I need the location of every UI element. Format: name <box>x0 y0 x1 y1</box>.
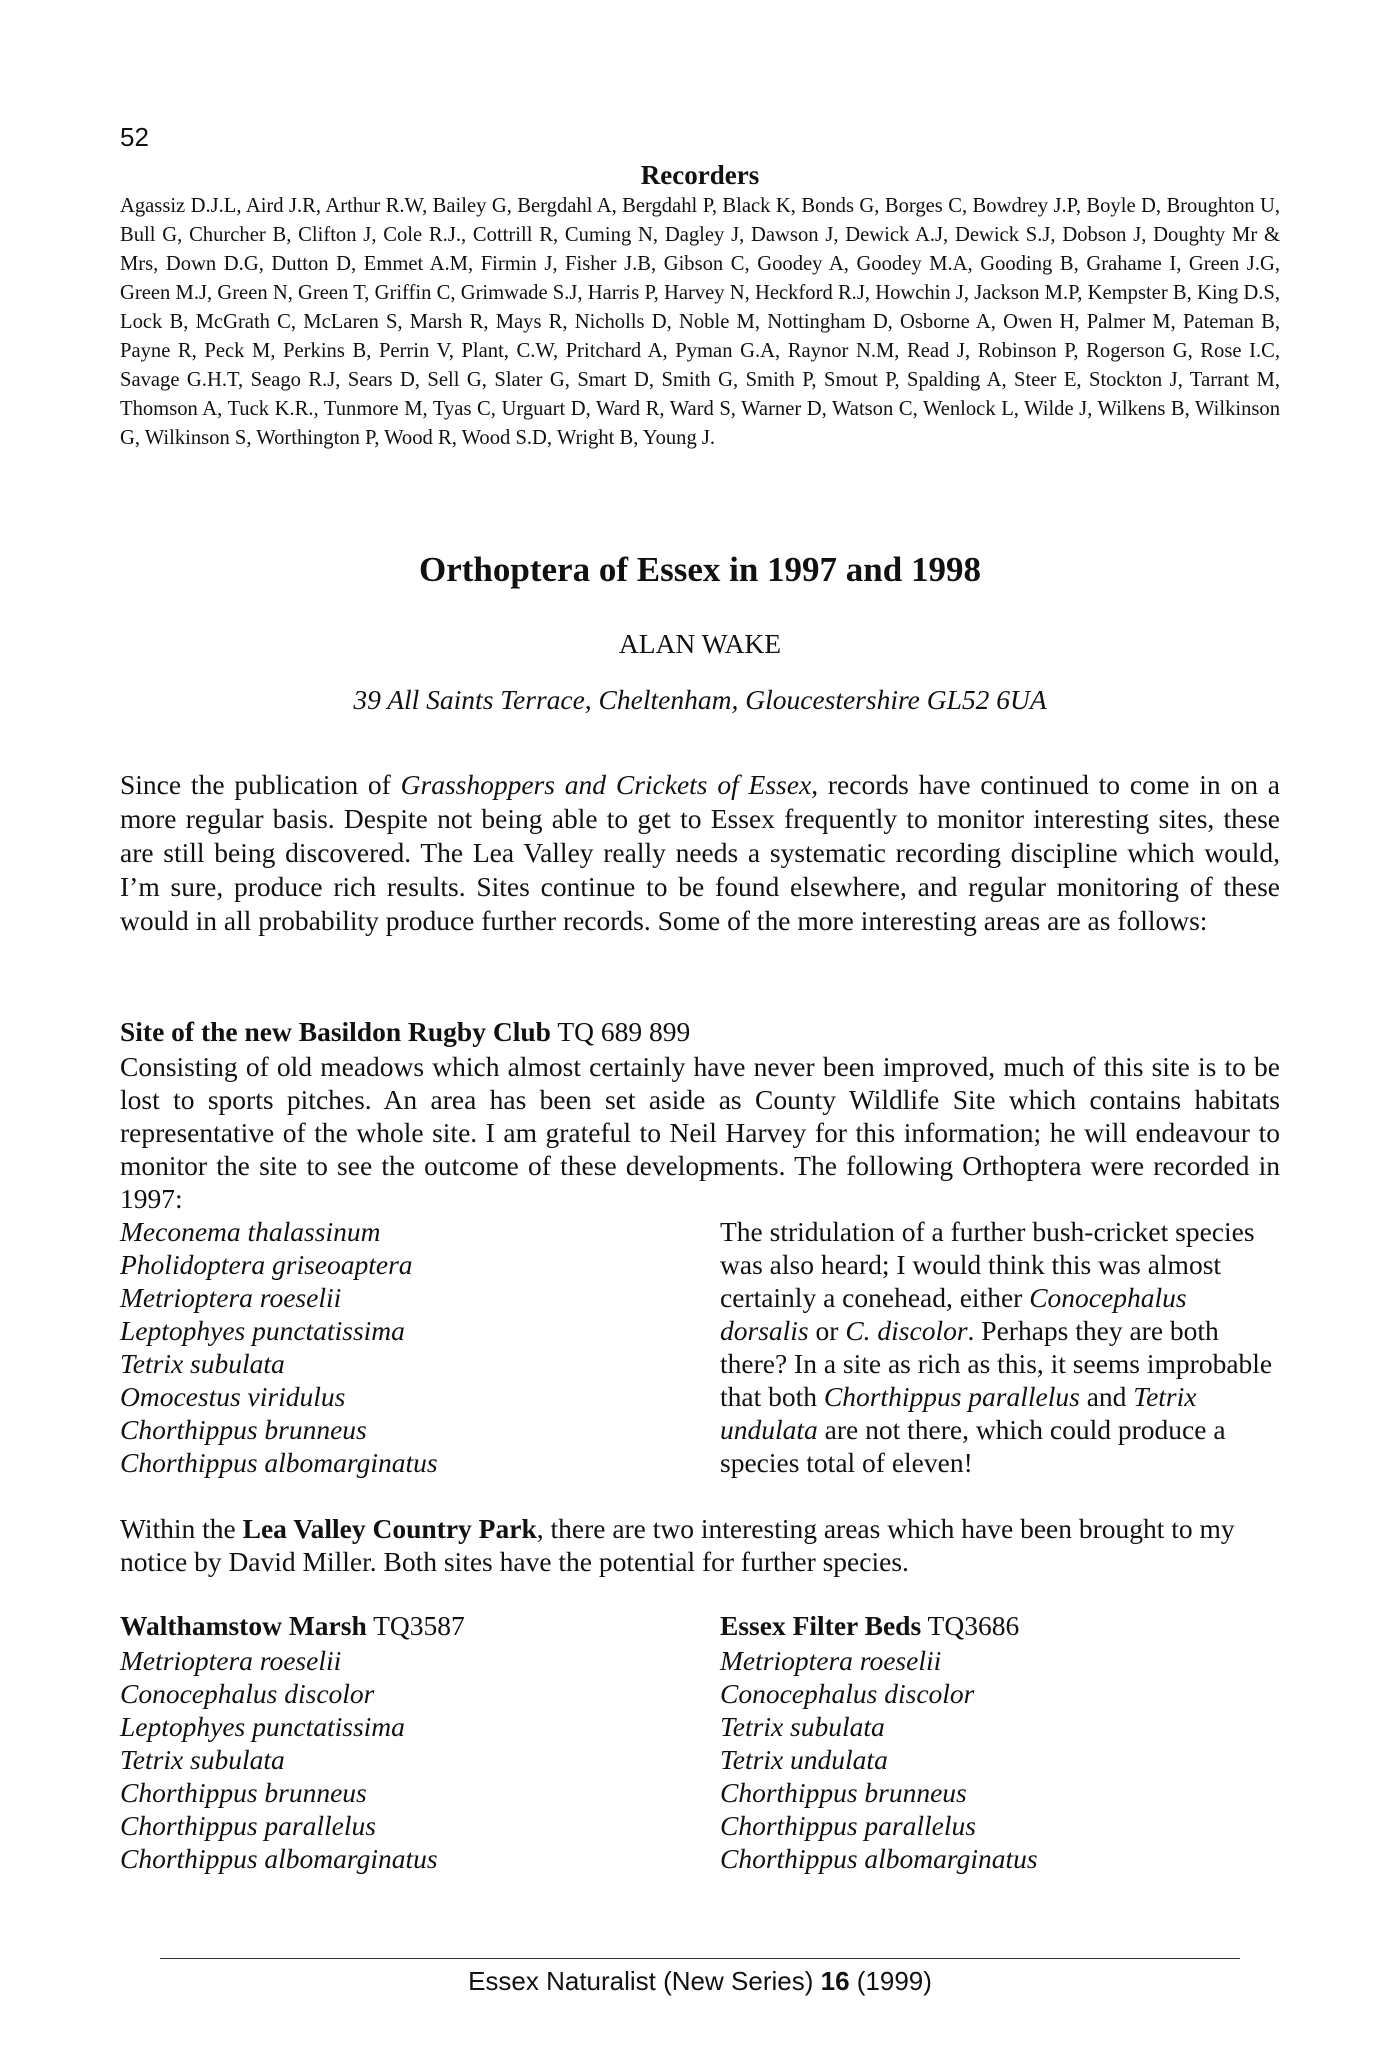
species-item: Metrioptera roeselii <box>120 1282 342 1313</box>
species-item: Tetrix subulata <box>120 1744 285 1775</box>
species-item: Chorthippus albomarginatus <box>120 1843 438 1874</box>
note-species: Conocephalus dorsalis <box>720 1282 1187 1346</box>
article-title: Orthoptera of Essex in 1997 and 1998 <box>419 550 981 589</box>
note-text: and <box>1079 1381 1134 1412</box>
note-species: C. discolor <box>845 1315 968 1346</box>
note-text: are not there, which could produce a species total of eleven! <box>720 1414 1226 1478</box>
filter-beds-name: Essex Filter Beds <box>720 1610 922 1641</box>
species-item: Pholidoptera griseoaptera <box>120 1249 413 1280</box>
species-item: Tetrix undulata <box>720 1744 888 1775</box>
species-item: Conocephalus discolor <box>720 1678 975 1709</box>
species-item: Metrioptera roeselii <box>120 1645 342 1676</box>
species-item: Tetrix subulata <box>720 1711 885 1742</box>
footer-year: (1999) <box>849 1966 932 1996</box>
species-item: Chorthippus parallelus <box>120 1810 376 1841</box>
site-basildon-heading <box>120 1016 1280 1048</box>
filter-beds-grid-ref: TQ3686 <box>921 1610 1020 1641</box>
filter-beds-heading <box>720 1610 1019 1642</box>
lea-valley-text-after: , there are two interesting areas which have been brought to my notice by David Miller. Both sites have the potential for further species. <box>120 1513 1235 1577</box>
site-basildon-species-list <box>120 1215 680 1479</box>
species-item: Chorthippus brunneus <box>120 1414 367 1445</box>
filter-beds-species-list <box>720 1644 1280 1875</box>
lea-valley-text-before: Within the <box>120 1513 243 1544</box>
footer-journal: Essex Naturalist (New Series) <box>468 1966 821 1996</box>
note-text: or <box>808 1315 846 1346</box>
species-item: Conocephalus discolor <box>120 1678 375 1709</box>
species-item: Meconema thalassinum <box>120 1216 381 1247</box>
note-text: The stridulation of a further bush-cricket species was also heard; I would think this was almost certainly a conehead, either <box>720 1216 1255 1313</box>
note-text: . Perhaps they are both there? In a site as rich as this, it seems improbable that both <box>720 1315 1273 1412</box>
species-item: Metrioptera roeselii <box>720 1645 942 1676</box>
walthamstow-heading <box>120 1610 465 1642</box>
species-item: Chorthippus albomarginatus <box>120 1447 438 1478</box>
species-item: Omocestus viridulus <box>120 1381 346 1412</box>
species-item: Chorthippus albomarginatus <box>720 1843 1038 1874</box>
note-species: Chorthippus parallelus <box>823 1381 1080 1412</box>
species-item: Chorthippus brunneus <box>120 1777 367 1808</box>
author-address: 39 All Saints Terrace, Cheltenham, Gloucestershire GL52 6UA <box>353 684 1047 715</box>
site-basildon-name: Site of the new Basildon Rugby Club <box>120 1016 551 1047</box>
species-item: Chorthippus parallelus <box>720 1810 976 1841</box>
walthamstow-name: Walthamstow Marsh <box>120 1610 367 1641</box>
species-item: Chorthippus brunneus <box>720 1777 967 1808</box>
species-item: Leptophyes punctatissima <box>120 1315 405 1346</box>
site-basildon-description: Consisting of old meadows which almost certainly have never been improved, much of this site is to be lost to sports pitches. An area has been set aside as County Wildlife Site which contains habitats representative of the whole site. I am grateful to Neil Harvey for this information; he will endeavour to monitor the site to see the outcome of these developments. The following Orthoptera were recorded in 1997: <box>120 1051 1280 1214</box>
walthamstow-species-list <box>120 1644 680 1875</box>
footer-volume: 16 <box>820 1966 850 1996</box>
intro-paragraph <box>120 768 1280 938</box>
page-number: 52 <box>120 122 149 152</box>
intro-text-before: Since the publication of <box>120 769 401 800</box>
footer-divider <box>160 1958 1240 1959</box>
walthamstow-grid-ref: TQ3587 <box>366 1610 465 1641</box>
note-species: Tetrix undulata <box>720 1381 1197 1445</box>
lea-valley-paragraph <box>120 1512 1280 1578</box>
site-basildon-note <box>720 1215 1280 1479</box>
intro-text-after: , records have continued to come in on a more regular basis. Despite not being able to get to Essex frequently to monitor interesting sites, these are still being discovered. The Lea Valley really needs a systematic recording discipline which would, I’m sure, produce rich results. Sites continue to be found elsewhere, and regular monitoring of these would in all probability produce further records. Some of the more interesting areas are as follows: <box>120 769 1281 936</box>
lea-valley-name: Lea Valley Country Park <box>242 1513 537 1544</box>
author-name: ALAN WAKE <box>618 628 782 659</box>
book-title: Grasshoppers and Crickets of Essex <box>400 769 812 800</box>
recorders-heading: Recorders <box>640 160 760 190</box>
species-item: Leptophyes punctatissima <box>120 1711 405 1742</box>
footer-citation <box>120 1966 1280 1997</box>
site-basildon-grid-ref: TQ 689 899 <box>550 1016 691 1047</box>
species-item: Tetrix subulata <box>120 1348 285 1379</box>
recorders-list: Agassiz D.J.L, Aird J.R, Arthur R.W, Bailey G, Bergdahl A, Bergdahl P, Black K, Bonds G, Borges C, Bowdrey J.P, Boyle D, Broughton U, Bull G, Churcher B, Clifton J, Cole R.J., Cottrill R, Cuming N, Dagley J, Dawson J, Dewick A.J, Dewick S.J, Dobson J, Doughty Mr & Mrs, Down D.G, Dutton D, Emmet A.M, Firmin J, Fisher J.B, Gibson C, Goodey A, Goodey M.A, Gooding B, Grahame I, Green J.G, Green M.J, Green N, Green T, Griffin C, Grimwade S.J, Harris P, Harvey N, Heckford R.J, Howchin J, Jackson M.P, Kempster B, King D.S, Lock B, McGrath C, McLaren S, Marsh R, Mays R, Nicholls D, Noble M, Nottingham D, Osborne A, Owen H, Palmer M, Pateman B, Payne R, Peck M, Perkins B, Perrin V, Plant, C.W, Pritchard A, Pyman G.A, Raynor N.M, Read J, Robinson P, Rogerson G, Rose I.C, Savage G.H.T, Seago R.J, Sears D, Sell G, Slater G, Smart D, Smith G, Smith P, Smout P, Spalding A, Steer E, Stockton J, Tarrant M, Thomson A, Tuck K.R., Tunmore M, Tyas C, Urguart D, Ward R, Ward S, Warner D, Watson C, Wenlock L, Wilde J, Wilkens B, Wilkinson G, Wilkinson S, Worthington P, Wood R, Wood S.D, Wright B, Young J. <box>120 195 1280 449</box>
